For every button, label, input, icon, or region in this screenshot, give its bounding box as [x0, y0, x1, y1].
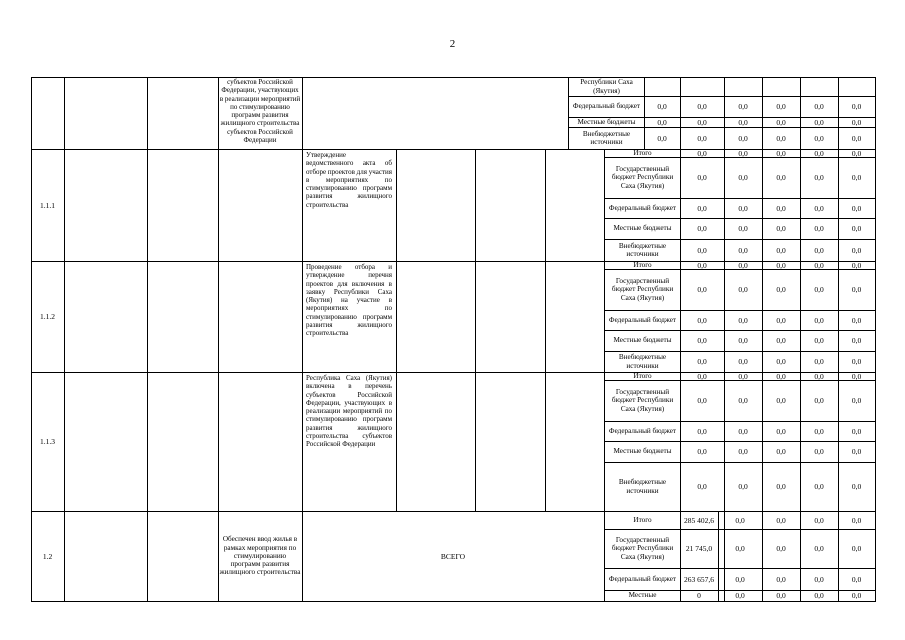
value-cell: 0,0	[738, 447, 748, 456]
row-label: Государственный бюджет Республики Саха (Якутия)	[611, 536, 674, 561]
value-cell: 0,0	[851, 544, 862, 553]
value-cell: 0,0	[776, 515, 786, 525]
value-cell: 0,0	[697, 245, 707, 255]
section-number: 1.2	[42, 551, 53, 561]
value-cell: 0,0	[657, 102, 667, 111]
value-cell: 0,0	[738, 371, 748, 381]
value-cell: 0,0	[776, 574, 786, 584]
value-cell: 0,0	[738, 173, 748, 182]
value-cell: 0,0	[851, 133, 862, 143]
value-cell: 0,0	[814, 336, 824, 345]
value-cell: 0,0	[851, 426, 862, 436]
row-label: Федеральный бюджет	[572, 102, 641, 111]
value-cell: 0,0	[697, 203, 707, 213]
value-cell: 0,0	[697, 285, 707, 294]
value-cell: 0,0	[697, 315, 707, 325]
value-cell: 0,0	[851, 396, 862, 405]
row-label: Федеральный бюджет	[608, 315, 677, 324]
value-cell: 0,0	[814, 371, 824, 381]
value-cell: 0,0	[851, 591, 862, 600]
row-label: Федеральный бюджет	[608, 574, 677, 583]
value-cell: 0,0	[851, 148, 862, 158]
row-label: Местные бюджеты	[613, 336, 672, 345]
value-cell: 0,0	[814, 447, 824, 456]
continued-text: субъектов Российской Федерации, участвующих в реализации мероприятий по стимулированию программ развития жилищного строительства субъектов Российской Федерации	[219, 78, 301, 145]
value-cell: 0,0	[814, 591, 824, 600]
value-cell: 0,0	[851, 173, 862, 182]
row-label: Внебюджетные источники	[618, 241, 667, 258]
value-cell: 0,0	[851, 447, 862, 456]
value-cell: 0,0	[776, 315, 786, 325]
section-number: 1.1.1	[40, 200, 55, 210]
value-cell: 0,0	[814, 544, 824, 553]
value-cell: 0,0	[814, 285, 824, 294]
value-cell	[800, 77, 838, 96]
value-cell	[644, 77, 680, 96]
row-label: Местные бюджеты	[577, 117, 636, 126]
value-cell: 0,0	[851, 203, 862, 213]
value-cell: 0,0	[851, 285, 862, 294]
value-cell: 0,0	[697, 447, 707, 456]
value-cell: 0,0	[776, 117, 786, 127]
value-cell: 0,0	[697, 224, 707, 233]
section-description: Утверждение ведомственного акта об отборе проектов для участия в мероприятиях по стимулированию программ развития жилищного строительства	[306, 151, 392, 209]
row-label: Государственный бюджет Республики Саха (Якутия)	[611, 165, 674, 190]
value-cell: 0,0	[814, 102, 824, 111]
value-cell: 0,0	[738, 102, 748, 111]
result-text: Обеспечен ввод жилья в рамках мероприятия по стимулированию программ развития жилищного строительства	[219, 535, 301, 577]
row-label: Внебюджетные источники	[618, 478, 667, 495]
value-cell: 0,0	[851, 315, 862, 325]
value-cell: 0,0	[814, 515, 824, 525]
value-cell: 0,0	[851, 260, 862, 270]
value-cell	[762, 77, 800, 96]
value-cell: 0,0	[738, 224, 748, 233]
row-label: Республики Саха (Якутия)	[580, 78, 633, 95]
value-cell: 0,0	[776, 133, 786, 143]
section-description: Проведение отбора и утверждение перечня проектов для включения в заявку Республики Саха (Якутия) на участие в мероприятиях по стимулированию программ развития жилищного строительства	[306, 263, 392, 338]
value-cell: 0,0	[776, 203, 786, 213]
value-cell: 0,0	[851, 357, 862, 366]
value-cell: 0,0	[776, 396, 786, 405]
row-label: Итого	[633, 371, 652, 380]
value-cell: 0,0	[776, 544, 786, 553]
table-grid-line	[396, 149, 397, 511]
value-cell: 0,0	[814, 260, 824, 270]
value-cell: 0,0	[738, 260, 748, 270]
value-cell: 0,0	[697, 357, 707, 366]
value-cell: 0,0	[814, 224, 824, 233]
value-cell	[838, 77, 875, 96]
value-cell: 0,0	[776, 371, 786, 381]
value-cell: 0,0	[738, 396, 748, 405]
value-cell: 0,0	[735, 574, 745, 584]
table-grid-line	[545, 149, 546, 511]
value-cell: 0,0	[697, 426, 707, 436]
value-cell: 0,0	[735, 515, 745, 525]
row-label: Итого	[633, 260, 652, 269]
value-cell: 0,0	[697, 482, 707, 491]
value-cell: 0,0	[776, 260, 786, 270]
value-cell: 0	[697, 591, 701, 600]
value-cell: 0,0	[814, 396, 824, 405]
value-cell: 0,0	[851, 336, 862, 345]
page-number: 2	[449, 38, 456, 50]
value-cell: 0,0	[738, 482, 748, 491]
value-cell: 0,0	[738, 203, 748, 213]
value-cell: 0,0	[851, 245, 862, 255]
value-cell: 0,0	[738, 148, 748, 158]
value-cell: 0,0	[814, 117, 824, 127]
value-cell: 0,0	[776, 591, 786, 600]
value-cell: 0,0	[851, 371, 862, 381]
value-cell: 0,0	[776, 173, 786, 182]
value-cell: 0,0	[776, 285, 786, 294]
value-cell: 0,0	[814, 574, 824, 584]
row-label: Государственный бюджет Республики Саха (Якутия)	[611, 388, 674, 413]
value-cell: 0,0	[697, 336, 707, 345]
value-cell: 0,0	[697, 396, 707, 405]
value-cell: 0,0	[814, 357, 824, 366]
value-cell: 0,0	[776, 148, 786, 158]
value-cell: 0,0	[851, 224, 862, 233]
table-right-border	[875, 77, 876, 602]
value-cell: 0,0	[814, 133, 824, 143]
value-cell: 0,0	[851, 117, 862, 127]
value-cell: 0,0	[697, 173, 707, 182]
row-label: Местные	[628, 591, 657, 600]
value-cell: 0,0	[814, 203, 824, 213]
row-label: Внебюджетные источники	[582, 129, 631, 146]
value-cell: 0,0	[851, 102, 862, 111]
value-cell: 0,0	[738, 315, 748, 325]
table-grid-line	[475, 149, 476, 511]
row-label: Государственный бюджет Республики Саха (Якутия)	[611, 277, 674, 302]
value-cell: 285 402,6	[684, 515, 714, 525]
total-label: ВСЕГО	[440, 551, 466, 561]
value-cell: 0,0	[814, 482, 824, 491]
value-cell: 0,0	[814, 148, 824, 158]
value-cell: 0,0	[697, 133, 707, 143]
value-cell: 0,0	[776, 482, 786, 491]
value-cell: 0,0	[851, 482, 862, 491]
value-cell: 0,0	[657, 117, 667, 127]
value-cell: 0,0	[814, 173, 824, 182]
section-number: 1.1.3	[40, 437, 55, 446]
section-description: Республика Саха (Якутия) включена в перечень субъектов Российской Федерации, участвующих в реализации мероприятий по стимулированию программ развития жилищного строительства субъектов Российской Федерации	[306, 374, 392, 449]
value-cell: 0,0	[657, 133, 667, 143]
value-cell: 0,0	[738, 117, 748, 127]
value-cell: 0,0	[697, 371, 707, 381]
value-cell: 0,0	[776, 447, 786, 456]
value-cell: 0,0	[735, 591, 745, 600]
value-cell: 0,0	[776, 426, 786, 436]
value-cell: 21 745,0	[685, 544, 713, 553]
value-cell: 0,0	[776, 336, 786, 345]
value-cell: 0,0	[738, 245, 748, 255]
section-number: 1.1.2	[40, 312, 55, 321]
value-cell: 0,0	[738, 357, 748, 366]
value-cell: 0,0	[697, 148, 707, 158]
value-cell	[724, 77, 762, 96]
value-cell: 0,0	[738, 133, 748, 143]
value-cell: 0,0	[776, 102, 786, 111]
row-label: Федеральный бюджет	[608, 426, 677, 435]
value-cell: 0,0	[851, 574, 862, 584]
table-grid-line	[64, 77, 65, 602]
row-label: Местные бюджеты	[613, 447, 672, 456]
row-label: Итого	[633, 148, 652, 157]
value-cell: 0,0	[738, 426, 748, 436]
value-cell: 0,0	[697, 102, 707, 111]
row-label: Федеральный бюджет	[608, 203, 677, 212]
value-cell: 263 657,6	[684, 574, 714, 584]
row-label: Внебюджетные источники	[618, 353, 667, 370]
table-grid-line	[147, 77, 148, 602]
table-grid-line	[604, 601, 876, 602]
value-cell: 0,0	[776, 245, 786, 255]
value-cell: 0,0	[735, 544, 745, 553]
row-label: Местные бюджеты	[613, 224, 672, 233]
value-cell: 0,0	[697, 117, 707, 127]
value-cell: 0,0	[814, 245, 824, 255]
value-cell: 0,0	[814, 426, 824, 436]
row-label: Итого	[633, 515, 652, 524]
value-cell: 0,0	[776, 357, 786, 366]
value-cell: 0,0	[776, 224, 786, 233]
value-cell: 0,0	[738, 285, 748, 294]
value-cell	[680, 77, 724, 96]
value-cell: 0,0	[814, 315, 824, 325]
value-cell: 0,0	[738, 336, 748, 345]
value-cell: 0,0	[851, 515, 862, 525]
value-cell: 0,0	[697, 260, 707, 270]
